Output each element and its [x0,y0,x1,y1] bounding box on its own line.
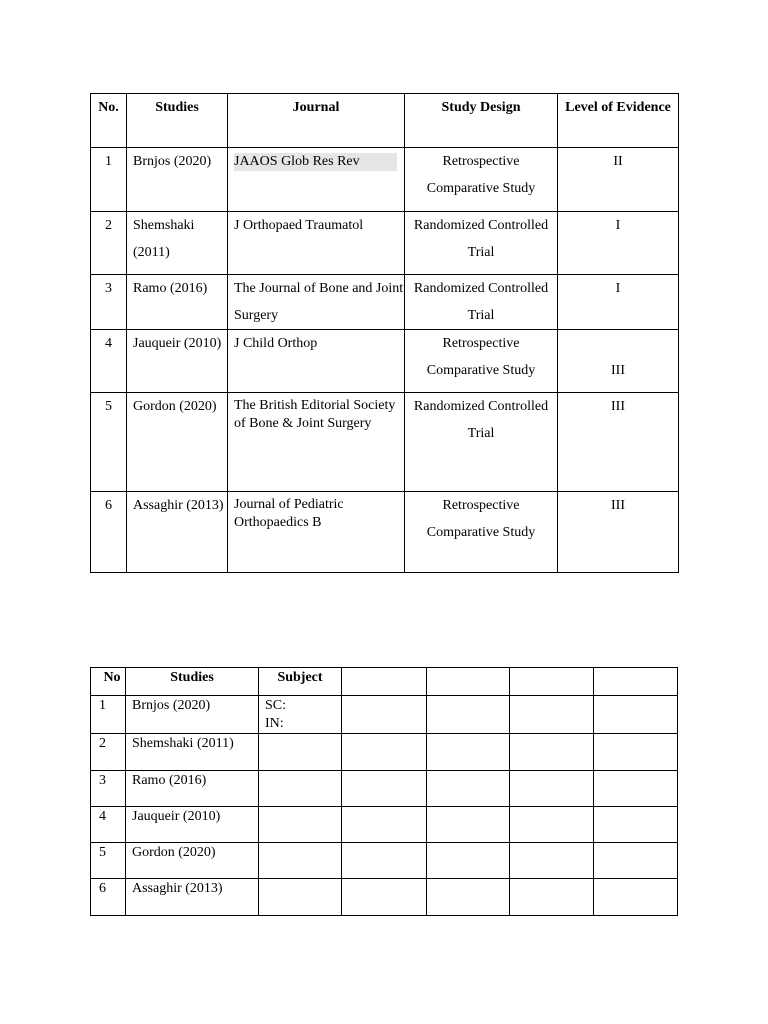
header-studies: Studies [126,668,259,696]
table-row [91,393,679,492]
header-studies: Studies [127,94,228,148]
cell-no: 6 [91,879,126,916]
highlighted-journal-text: JAAOS Glob Res Rev [234,153,397,171]
cell-empty [594,807,678,843]
cell-studies: Brnjos (2020) [127,148,228,212]
cell-empty [427,771,510,807]
cell-level: II [558,148,679,212]
cell-empty [510,879,594,916]
cell-study-design: Retrospective Comparative Study [405,148,558,212]
cell-level: I [558,275,679,330]
table-row [91,212,679,275]
cell-studies: Gordon (2020) [126,843,259,879]
cell-studies: Gordon (2020) [127,393,228,492]
cell-empty [427,807,510,843]
table-row [91,492,679,573]
cell-journal: J Child Orthop [228,330,405,393]
cell-empty [594,734,678,771]
header-empty [510,668,594,696]
cell-no: 1 [91,148,127,212]
studies-evidence-table [90,93,679,573]
cell-empty [510,807,594,843]
cell-subject [259,771,342,807]
cell-subject [259,879,342,916]
studies-subject-table [90,667,678,916]
cell-studies: Brnjos (2020) [126,696,259,734]
table-row [91,330,679,393]
level-value: III [611,363,625,378]
table-row [91,771,678,807]
cell-studies: Assaghir (2013) [126,879,259,916]
cell-empty [342,734,427,771]
table1-header-row [91,94,679,148]
cell-subject: SC: IN: [259,696,342,734]
header-journal: Journal [228,94,405,148]
cell-no: 2 [91,212,127,275]
cell-journal: The Journal of Bone and Joint Surgery [228,275,405,330]
cell-level: I [558,212,679,275]
cell-journal: Journal of Pediatric Orthopaedics B [228,492,405,573]
table-row [91,843,678,879]
table-row [91,148,679,212]
cell-empty [594,843,678,879]
cell-empty [342,807,427,843]
table-row [91,734,678,771]
cell-studies: Ramo (2016) [127,275,228,330]
cell-empty [342,843,427,879]
cell-no: 2 [91,734,126,771]
cell-journal [228,148,405,212]
cell-study-design: Randomized Controlled Trial [405,212,558,275]
cell-studies: Assaghir (2013) [127,492,228,573]
cell-no: 4 [91,807,126,843]
cell-level: III [558,393,679,492]
cell-subject [259,843,342,879]
cell-empty [510,771,594,807]
cell-empty [342,879,427,916]
header-level-of-evidence: Level of Evidence [558,94,679,148]
cell-empty [594,771,678,807]
cell-empty [427,879,510,916]
cell-no: 6 [91,492,127,573]
cell-empty [427,696,510,734]
header-no: No. [91,94,127,148]
cell-empty [594,879,678,916]
cell-studies: Shemshaki (2011) [126,734,259,771]
cell-study-design: Randomized Controlled Trial [405,275,558,330]
cell-no: 3 [91,771,126,807]
header-empty [594,668,678,696]
cell-no: 1 [91,696,126,734]
header-study-design: Study Design [405,94,558,148]
cell-level: III [558,492,679,573]
table-row [91,275,679,330]
cell-study-design: Retrospective Comparative Study [405,492,558,573]
cell-studies: Ramo (2016) [126,771,259,807]
cell-level [558,330,679,393]
cell-no: 3 [91,275,127,330]
header-empty [342,668,427,696]
cell-no: 5 [91,843,126,879]
cell-empty [342,771,427,807]
table-row [91,696,678,734]
cell-empty [342,696,427,734]
cell-journal: J Orthopaed Traumatol [228,212,405,275]
table2-header-row [91,668,678,696]
cell-empty [427,734,510,771]
header-no: No [91,668,126,696]
cell-studies: Jauqueir (2010) [127,330,228,393]
table-row [91,879,678,916]
cell-study-design: Retrospective Comparative Study [405,330,558,393]
table-row [91,807,678,843]
cell-empty [594,696,678,734]
cell-empty [510,696,594,734]
cell-subject [259,807,342,843]
header-subject: Subject [259,668,342,696]
cell-study-design: Randomized Controlled Trial [405,393,558,492]
cell-no: 4 [91,330,127,393]
cell-journal: The British Editorial Society of Bone & Joint Surgery [228,393,405,492]
cell-no: 5 [91,393,127,492]
cell-empty [427,843,510,879]
header-empty [427,668,510,696]
cell-studies: Jauqueir (2010) [126,807,259,843]
cell-subject [259,734,342,771]
cell-studies: Shemshaki (2011) [127,212,228,275]
cell-empty [510,734,594,771]
cell-empty [510,843,594,879]
